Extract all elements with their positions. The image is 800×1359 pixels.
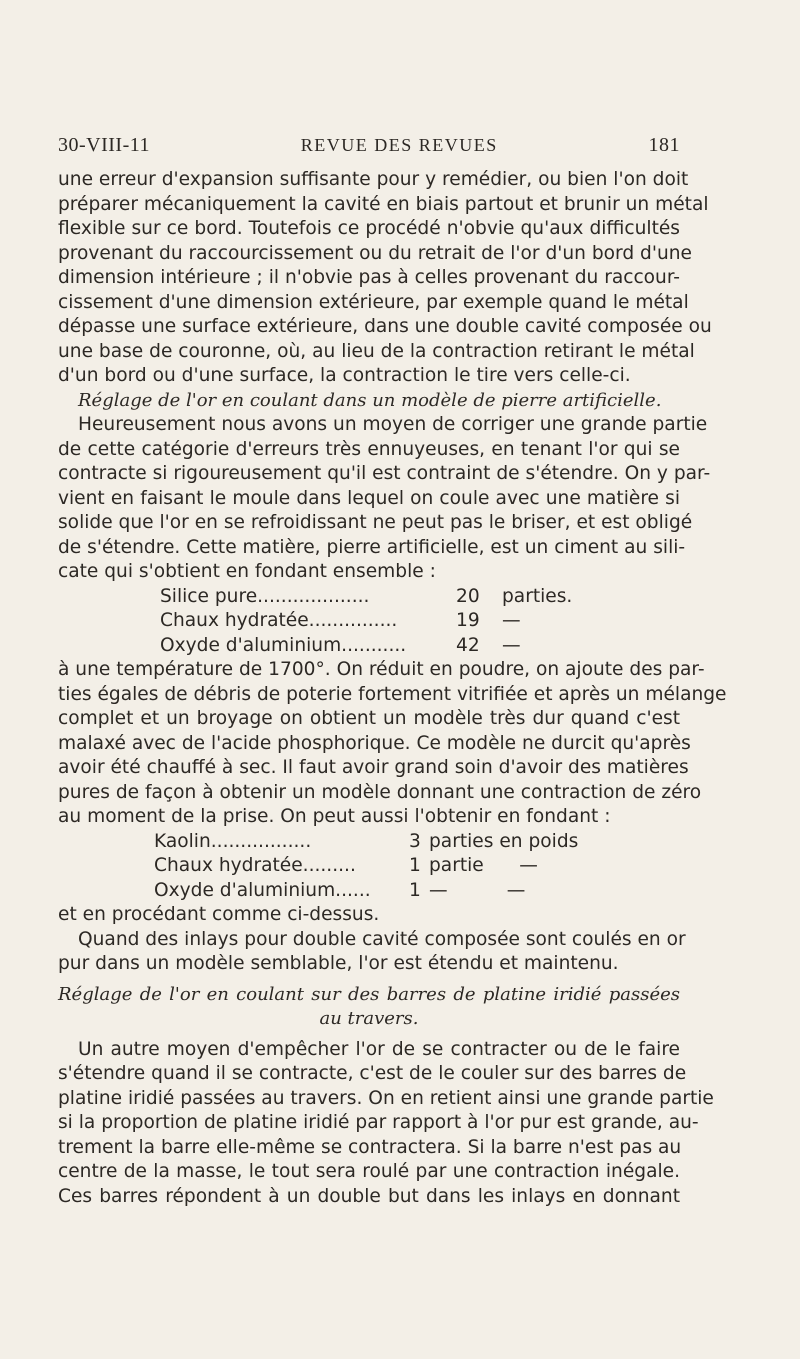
text-line: Un autre moyen d'empêcher l'or de se contracter ou de le faire [78, 1038, 680, 1060]
text-line: malaxé avec de l'acide phosphorique. Ce modèle ne durcit qu'après [58, 732, 691, 754]
header-issue: 30-VIII-11 [58, 134, 151, 156]
text-line: dimension intérieure ; il n'obvie pas à celles provenant du raccour- [58, 267, 681, 288]
text-line: vient en faisant le moule dans lequel on coule avec une matière si [58, 487, 680, 509]
text-line: dépasse une surface extérieure, dans une double cavité composée ou [58, 316, 712, 337]
text-line: à une température de 1700°. On réduit en poudre, on ajoute des par- [58, 659, 705, 680]
ingredient-name: Silice pure................... [160, 585, 370, 607]
recipe-row [58, 634, 680, 659]
ingredient-qty: 1 [409, 879, 421, 901]
ingredient-unit: — [502, 634, 521, 656]
text-line: s'étendre quand il se contracte, c'est de le couler sur des barres de [58, 1063, 687, 1084]
text-line: flexible sur ce bord. Toutefois ce procédé n'obvie qu'aux difficultés [58, 218, 680, 239]
section-heading: Réglage de l'or en coulant sur des barres de platine iridié passées [58, 983, 680, 1005]
text-line: pur dans un modèle semblable, l'or est étendu et maintenu. [58, 953, 619, 974]
ingredient-unit: — [502, 610, 521, 631]
ingredient-unit: partie — [429, 855, 538, 876]
ingredient-name: Kaolin................. [154, 830, 312, 852]
ingredient-qty: 42 [456, 634, 480, 656]
section-heading: Réglage de l'or en coulant dans un modèle de pierre artificielle. [78, 389, 662, 411]
text-line: Heureusement nous avons un moyen de corriger une grande partie [78, 414, 708, 435]
text-line: au moment de la prise. On peut aussi l'obtenir en fondant : [58, 806, 611, 827]
text-line: Ces barres répondent à un double but dans les inlays en donnant [58, 1185, 680, 1207]
ingredient-unit: parties en poids [429, 830, 579, 852]
text-line: solide que l'or en se refroidissant ne peut pas le briser, et est obligé [58, 512, 693, 533]
text-line: cissement d'une dimension extérieure, par exemple quand le métal [58, 291, 689, 313]
recipe-row [58, 609, 680, 634]
text-line: de s'étendre. Cette matière, pierre artificielle, est un ciment au sili- [58, 536, 686, 558]
text-line: préparer mécaniquement la cavité en biais partout et brunir un métal [58, 193, 709, 215]
ingredient-name: Oxyde d'aluminium........... [160, 634, 407, 656]
ingredient-unit: parties. [502, 585, 573, 607]
text-line: trement la barre elle-même se contractera. Si la barre n'est pas au [58, 1136, 682, 1158]
text-line: contracte si rigoureusement qu'il est contraint de s'étendre. On y par- [58, 463, 711, 484]
recipe-row [58, 585, 680, 610]
text-line: Quand des inlays pour double cavité composée sont coulés en or [78, 928, 686, 950]
text-line: si la proportion de platine iridié par rapport à l'or pur est grande, au- [58, 1112, 699, 1133]
ingredient-qty: 3 [409, 830, 421, 852]
text-line: platine iridié passées au travers. On en retient ainsi une grande partie [58, 1087, 714, 1109]
text-line: provenant du raccourcissement ou du retrait de l'or d'un bord d'une [58, 242, 692, 264]
page-number: 181 [648, 134, 680, 156]
ingredient-qty: 20 [456, 585, 480, 607]
text-line: de cette catégorie d'erreurs très ennuyeuses, en tenant l'or qui se [58, 438, 680, 460]
text-line: centre de la masse, le tout sera roulé par une contraction inégale. [58, 1161, 680, 1182]
text-line: ties égales de débris de poterie fortement vitrifiée et après un mélange [58, 683, 727, 705]
ingredient-qty: 19 [456, 610, 480, 631]
text-line: une base de couronne, où, au lieu de la contraction retirant le métal [58, 340, 695, 362]
text-line: complet et un broyage on obtient un modèle très dur quand c'est [58, 708, 680, 729]
recipe-row [58, 879, 680, 904]
ingredient-name: Oxyde d'aluminium...... [154, 879, 371, 901]
section-heading: au travers. [319, 1008, 419, 1029]
ingredient-name: Chaux hydratée......... [154, 855, 356, 876]
running-header [58, 134, 680, 157]
text-line: et en procédant comme ci-dessus. [58, 904, 380, 925]
ingredient-qty: 1 [409, 855, 421, 876]
text-line: pures de façon à obtenir un modèle donnant une contraction de zéro [58, 781, 702, 803]
text-line: une erreur d'expansion suffisante pour y remédier, ou bien l'on doit [58, 169, 689, 190]
text-line: avoir été chauffé à sec. Il faut avoir grand soin d'avoir des matières [58, 757, 689, 778]
recipe-row [58, 830, 680, 855]
body-text [58, 168, 727, 1209]
header-title: REVUE DES REVUES [300, 135, 498, 155]
text-line: cate qui s'obtient en fondant ensemble : [58, 561, 436, 582]
recipe-row [58, 854, 680, 879]
ingredient-unit: — — [429, 879, 526, 901]
text-line: d'un bord ou d'une surface, la contraction le tire vers celle-ci. [58, 365, 631, 386]
ingredient-name: Chaux hydratée............... [160, 610, 398, 631]
